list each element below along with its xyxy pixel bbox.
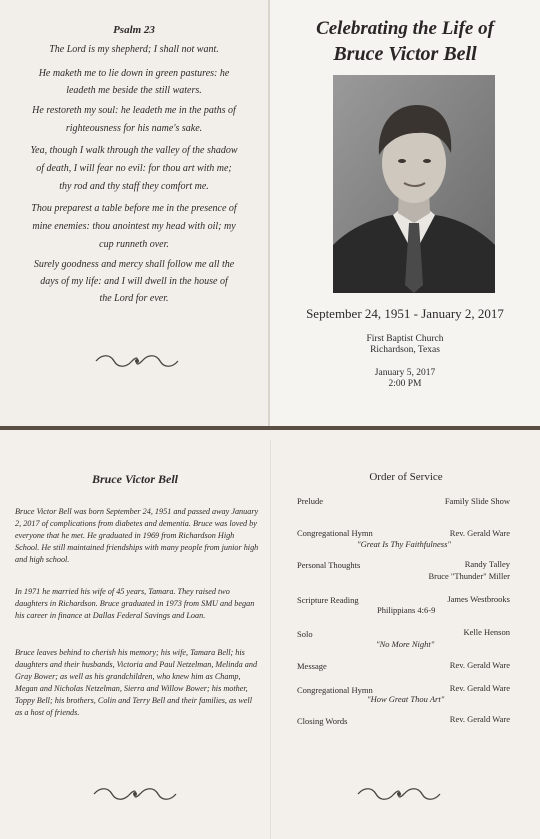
service-item-label: Congregational Hymn [297, 685, 373, 695]
bio-paragraph: Bruce Victor Bell was born September 24, 1951 and passed away January 2, 2017 of complications from diabetes and dementia. Bruce was loved by everyone that he met. He graduated in 1969 from Richardson High School. He still maintained friendships with many people from junior high and high school. [15, 507, 259, 564]
service-item-label: Solo [297, 629, 313, 639]
bio-paragraph: Bruce leaves behind to cherish his memory; his wife, Tamara Bell; his daughters and their husbands, Victoria and Paul Netzelman, Melinda and Gray Bower; as well as his grandchildren, who knew him as Champ, Megan and Nicholas Netzelman, Sierra and Willow Bower; his mother, Toppy Bell; his brothers, Colin and Terry Bell and their families, as well as a host of friends. [15, 648, 258, 717]
service-item-person: Randy Talley [464, 559, 510, 569]
service-item-label: Personal Thoughts [297, 560, 361, 570]
psalm-line: Thou preparest a table before me in the presence of [31, 203, 237, 214]
portrait-photo [333, 75, 495, 293]
service-item-person: Rev. Gerald Ware [449, 714, 510, 724]
psalm-title: Psalm 23 [113, 24, 155, 36]
cover-heading: Celebrating the Life of [316, 18, 494, 39]
psalm-line: cup runneth over. [99, 239, 169, 250]
service-item-label: Closing Words [297, 716, 348, 726]
service-item-person: Kelle Henson [463, 627, 510, 637]
service-item-subtitle: "How Great Thou Art" [367, 694, 445, 704]
psalm-line: He restoreth my soul: he leadeth me in the paths of [32, 105, 236, 116]
scroll-ornament-icon [354, 787, 444, 801]
psalm-line: of death, I will fear no evil: for thou art with me; [36, 163, 232, 174]
psalm-line: thy rod and thy staff they comfort me. [59, 181, 209, 192]
bio-paragraph: In 1971 he married his wife of 45 years, Tamara. They raised two daughters in Richardson. Bruce graduated in 1973 from SMU and began his career in finance at Dallas Federal Savings and Loan. [15, 587, 255, 620]
service-item-person: Family Slide Show [444, 496, 510, 506]
service-item-label: Scripture Reading [297, 595, 359, 605]
psalm-line: leadeth me beside the still waters. [66, 85, 202, 96]
service-item-person: Rev. Gerald Ware [449, 660, 510, 670]
service-time: 2:00 PM [388, 379, 422, 389]
life-dates: September 24, 1951 - January 2, 2017 [306, 306, 504, 321]
psalm-line: righteousness for his name's sake. [65, 123, 203, 134]
scroll-ornament-icon [92, 354, 182, 368]
page-fold [270, 440, 271, 839]
service-item-person: Bruce "Thunder" Miller [428, 571, 510, 581]
psalm-line: He maketh me to lie down in green pastures: he [38, 68, 230, 79]
order-of-service-title: Order of Service [369, 471, 443, 483]
service-item-subtitle: "Great Is Thy Faithfulness" [357, 539, 451, 549]
bio-title: Bruce Victor Bell [91, 472, 178, 486]
service-date: January 5, 2017 [374, 368, 436, 378]
service-item-subtitle: Philippians 4:6-9 [377, 605, 436, 615]
church-city: Richardson, Texas [370, 345, 440, 355]
cover-name: Bruce Victor Bell [333, 43, 477, 65]
psalm-line: The Lord is my shepherd; I shall not want. [49, 44, 219, 55]
service-item-label: Congregational Hymn [297, 528, 373, 538]
psalm-line: the Lord for ever. [99, 293, 169, 304]
service-item-label: Message [297, 661, 327, 671]
psalm-line: days of my life: and I will dwell in the house of [40, 276, 228, 287]
service-item-person: Rev. Gerald Ware [449, 528, 510, 538]
psalm-line: Surely goodness and mercy shall follow me all the [33, 259, 235, 270]
service-item-label: Prelude [297, 496, 323, 506]
service-item-person: James Westbrooks [447, 594, 510, 604]
church-name: First Baptist Church [366, 334, 444, 344]
psalm-line: mine enemies: thou anointest my head with oil; my [32, 221, 236, 232]
scroll-ornament-icon [90, 787, 180, 801]
service-item-person: Rev. Gerald Ware [449, 683, 510, 693]
psalm-line: Yea, though I walk through the valley of the shadow [30, 145, 238, 156]
service-item-subtitle: "No More Night" [376, 639, 435, 649]
